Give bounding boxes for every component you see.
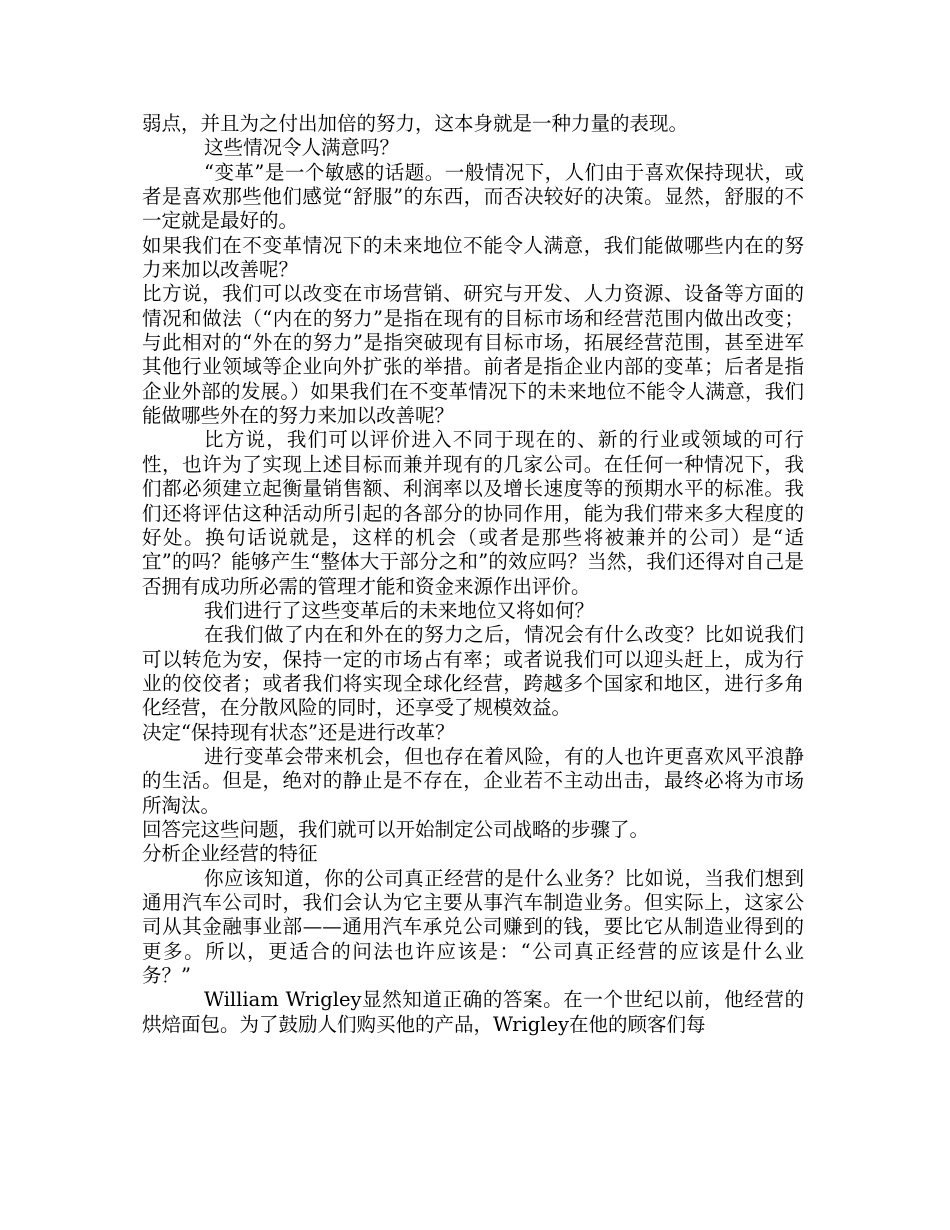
paragraph: 我们进行了这些变革后的未来地位又将如何？ xyxy=(204,598,595,622)
paragraph: 决定“保持现有状态”还是进行改革？ xyxy=(142,720,455,744)
paragraph: 在我们做了内在和外在的努力之后，情况会有什么改变？比如说我们可以转危为安，保持一定的市场占有率；或者说我们可以迎头赶上，成为行业的佼佼者；或者我们将实现全球化经营，跨越多个国家和地区，进行多角化经营，在分散风险的同时，还享受了规模效益。 xyxy=(142,623,804,720)
paragraph: 进行变革会带来机会，但也存在着风险，有的人也许更喜欢风平浪静的生活。但是，绝对的静止是不存在，企业若不主动出击，最终必将为市场所淘汰。 xyxy=(142,744,804,817)
paragraph: 比方说，我们可以改变在市场营销、研究与开发、人力资源、设备等方面的情况和做法（“内在的努力”是指在现有的目标市场和经营范围内做出改变；与此相对的“外在的努力”是指突破现有目标市场，拓展经营范围，甚至进军其他行业领域等企业向外扩张的举措。前者是指企业内部的变革；后者是指企业外部的发展。）如果我们在不变革情况下的未来地位不能令人满意，我们能做哪些外在的努力来加以改善呢？ xyxy=(142,282,804,428)
document-page xyxy=(142,112,804,1037)
paragraph: 弱点，并且为之付出加倍的努力，这本身就是一种力量的表现。 xyxy=(142,112,689,135)
section-heading: 分析企业经营的特征 xyxy=(142,842,318,866)
paragraph: 比方说，我们可以评价进入不同于现在的、新的行业或领域的可行性，也许为了实现上述目标而兼并现有的几家公司。在任何一种情况下，我们都必须建立起衡量销售额、利润率以及增长速度等的预期水平的标准。我们还将评估这种活动所引起的各部分的协同作用，能为我们带来多大程度的好处。换句话说就是，这样的机会（或者是那些将被兼并的公司）是“适宜”的吗？能够产生“整体大于部分之和”的效应吗？当然，我们还得对自己是否拥有成功所必需的管理才能和资金来源作出评价。 xyxy=(142,428,804,598)
paragraph: 你应该知道，你的公司真正经营的是什么业务？比如说，当我们想到通用汽车公司时，我们会认为它主要从事汽车制造业务。但实际上，这家公司从其金融事业部——通用汽车承兑公司赚到的钱，要比它从制造业得到的更多。所以，更适合的问法也许应该是：“公司真正经营的应该是什么业务？” xyxy=(142,866,804,988)
paragraph: 回答完这些问题，我们就可以开始制定公司战略的步骤了。 xyxy=(142,817,650,841)
paragraph: William Wrigley显然知道正确的答案。在一个世纪以前，他经营的烘焙面包。为了鼓励人们购买他的产品，Wrigley在他的顾客们每 xyxy=(142,988,804,1036)
paragraph: “变革”是一个敏感的话题。一般情况下，人们由于喜欢保持现状，或者是喜欢那些他们感觉“舒服”的东西，而否决较好的决策。显然，舒服的不一定就是最好的。 xyxy=(142,160,804,233)
paragraph: 这些情况令人满意吗？ xyxy=(204,136,400,160)
paragraph: 如果我们在不变革情况下的未来地位不能令人满意，我们能做哪些内在的努力来加以改善呢？ xyxy=(142,233,804,282)
